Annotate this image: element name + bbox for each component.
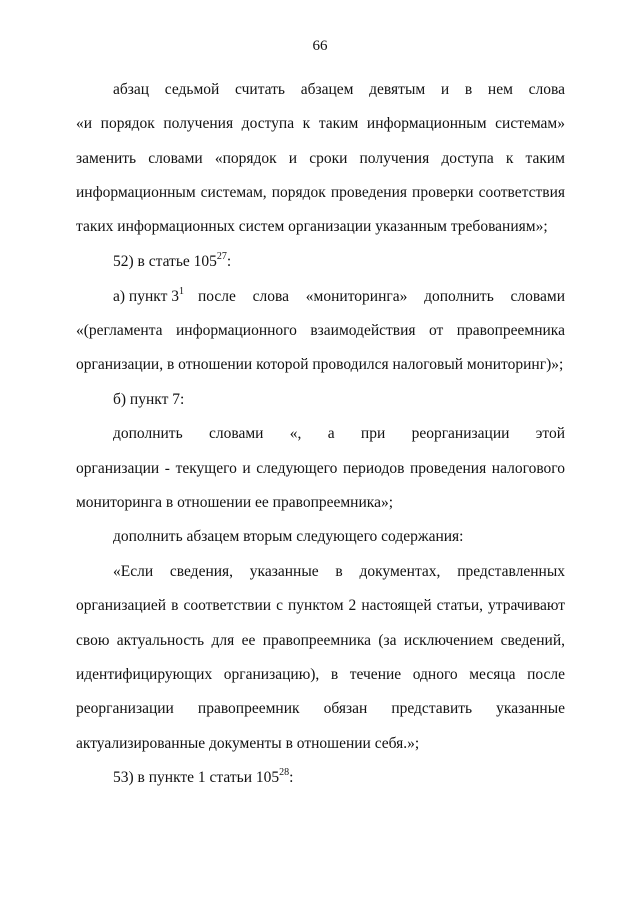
paragraph-text: :	[226, 253, 232, 270]
paragraph-text: 52) в статье 105	[113, 253, 217, 270]
paragraph-text: :	[289, 769, 294, 786]
paragraph-line: организации, в отношении которой проводился налоговый мониторинг)»;	[76, 356, 564, 373]
paragraph-line: мониторинга в отношении ее правопреемника»;	[76, 494, 394, 511]
paragraph-line: актуализированные документы в отношении себя.»;	[76, 735, 420, 752]
paragraph-line: свою актуальность для ее правопреемника (за исключением сведений,	[76, 632, 565, 649]
superscript: 28	[279, 766, 290, 778]
paragraph-text: а) пункт 3	[113, 288, 179, 305]
paragraph-line: организацией в соответствии с пунктом 2 настоящей статьи, утрачивают	[76, 597, 565, 614]
paragraph-line: «Если сведения, указанные в документах, представленных	[113, 563, 565, 580]
paragraph-text-group	[113, 287, 184, 307]
superscript: 27	[216, 250, 227, 262]
paragraph-line: информационным системам, порядок проведения проверки соответствия	[76, 184, 565, 201]
paragraph-line: б) пункт 7:	[113, 391, 185, 408]
paragraph-line: дополнить абзацем вторым следующего содержания:	[113, 528, 464, 545]
superscript: 1	[178, 285, 184, 297]
paragraph-text: после слова «мониторинга» дополнить словами	[197, 288, 565, 305]
paragraph-line	[113, 252, 565, 272]
paragraph-text: 53) в пункте 1 статьи 105	[113, 769, 280, 786]
paragraph-line: таких информационных систем организации указанным требованиям»;	[76, 218, 548, 235]
paragraph-line: идентифицирующих организацию), в течение одного месяца после	[76, 666, 565, 683]
paragraph-line: «(регламента информационного взаимодействия от правопреемника	[76, 322, 565, 339]
paragraph-line: абзац седьмой считать абзацем девятым и в нем слова	[113, 81, 565, 98]
paragraph-line: дополнить словами «, а при реорганизации этой	[113, 425, 565, 442]
page-number: 66	[312, 38, 328, 54]
paragraph-line: заменить словами «порядок и сроки получения доступа к таким	[76, 150, 565, 167]
paragraph-line	[113, 287, 565, 307]
paragraph-line: реорганизации правопреемник обязан представить указанные	[76, 700, 565, 717]
paragraph-line: организации - текущего и следующего периодов проведения налогового	[76, 460, 565, 477]
paragraph-line	[113, 768, 565, 788]
paragraph-line: «и порядок получения доступа к таким информационным системам»	[76, 115, 565, 132]
